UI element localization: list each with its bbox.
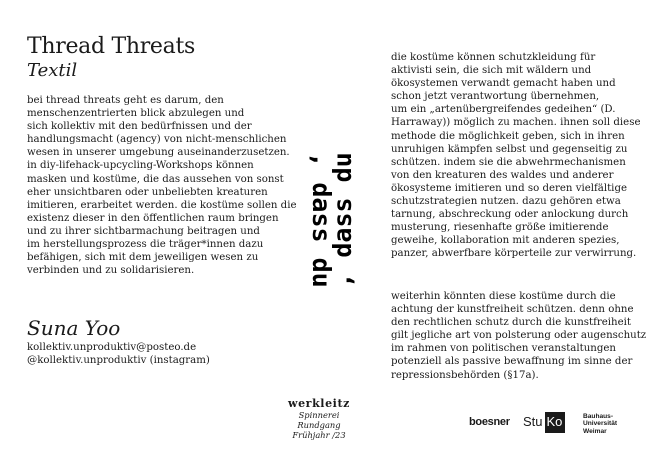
text-line: den rechtlichen schutz durch die kunstfreiheit (391, 317, 631, 329)
event-info-line: Frühjahr /23 (292, 430, 346, 440)
text-line: Harraway)) möglich zu machen. ihnen soll diese (391, 117, 641, 129)
text-line: weiterhin könnten diese kostüme durch die (391, 291, 616, 302)
text-line: panzer, abwerfbare körperteile zur verwirrung. (391, 248, 637, 260)
text-line: achtung der kunstfreiheit schützen. denn ohne (391, 304, 634, 316)
bauhaus-university-logo (583, 413, 617, 435)
text-line: handlungsmacht (agency) von nicht-menschlichen (27, 134, 287, 146)
page-subtitle: Textil (27, 60, 78, 81)
text-line: potenziell als passive bewaffnung im sinne der (391, 356, 633, 368)
author-name: Suna Yoo (27, 316, 121, 340)
stuko-logo-right: Ko (545, 412, 566, 433)
event-info-line: Rundgang (297, 420, 341, 430)
stuko-logo-left: Stu (523, 414, 543, 429)
event-info-line: Spinnerei (298, 410, 340, 420)
text-line: geweihe, kollaboration mit anderen spezies, (391, 235, 620, 247)
bauhaus-logo-line: Weimar (583, 427, 607, 435)
text-line: schutzstrategien nutzen. dazu gehören etwa (391, 196, 621, 208)
text-line: methode die möglichkeit geben, sich in ihren (391, 130, 625, 142)
body-paragraph-2 (391, 290, 647, 382)
text-line: um ein „artenübergreifendes gedeihen“ (D. (391, 104, 616, 116)
text-line: bei thread threats geht es darum, den (27, 95, 224, 106)
text-line: musterung, riesenhafte größe imitierende (391, 222, 609, 234)
text-line: schützen. indem sie die abwehrmechanismen (391, 156, 626, 168)
text-line: unruhigen kämpfen selbst und gegenseitig zu (391, 143, 628, 155)
vertical-title-line-2: , dass du (328, 152, 357, 288)
bauhaus-logo-line: Bauhaus- (583, 413, 614, 420)
event-info (284, 410, 354, 440)
text-line: im rahmen von politischen veranstaltungen (391, 343, 616, 355)
text-line: schon jetzt verantwortung übernehmen, (391, 91, 600, 103)
body-paragraph-1 (391, 51, 641, 261)
author-contact (27, 341, 247, 367)
text-line: ökosystemen verwandt gemacht haben und (391, 78, 616, 90)
author-email[interactable]: kollektiv.unproduktiv@posteo.de (27, 342, 197, 353)
text-line: aktivisti sein, die sich mit wäldern und (391, 65, 592, 77)
vertical-title-line-1: , dass du (307, 152, 336, 288)
text-line: verbinden und zu solidarisieren. (27, 265, 195, 277)
text-line: in diy-lifehack-upcycling-Workshops können (27, 160, 254, 172)
text-line: die kostüme können schutzkleidung für (391, 52, 596, 63)
text-line: masken und kostüme, die das aussehen von sonst (27, 173, 284, 185)
text-line: repressionsbehörden (§17a). (391, 369, 539, 381)
text-line: existenz dieser in den öffentlichen raum bringen (27, 212, 279, 224)
page-title: Thread Threats (27, 34, 195, 59)
text-line: eher unsichtbaren oder unbeliebten kreaturen (27, 186, 268, 198)
intro-paragraph (27, 94, 297, 277)
text-line: von den kreaturen des waldes und anderer (391, 169, 614, 181)
vertical-title (303, 95, 361, 345)
text-line: im herstellungsprozess die träger*innen dazu (27, 239, 264, 251)
text-line: und zu ihrer sichtbarmachung beitragen und (27, 225, 260, 237)
text-line: ökosysteme imitieren und so deren vielfältige (391, 182, 627, 194)
text-line: sich kollektiv mit den bedürfnissen und der (27, 121, 252, 133)
text-line: tarnung, abschreckung oder anlockung durch (391, 209, 629, 221)
event-logo (284, 397, 354, 440)
author-instagram[interactable]: @kollektiv.unproduktiv (instagram) (27, 355, 210, 367)
text-line: imitieren, erarbeitet werden. die kostüme sollen die (27, 199, 297, 211)
vertical-title-graphic (303, 95, 361, 345)
text-line: gilt jegliche art von polsterung oder augenschutz (391, 330, 647, 342)
boesner-logo: boesner (469, 416, 510, 428)
stuko-logo (520, 412, 565, 433)
bauhaus-logo-line: Universität (583, 420, 618, 428)
text-line: menschenzentrierten blick abzulegen und (27, 108, 245, 120)
event-mark: werkleitz (288, 397, 350, 410)
text-line: befähigen, sich mit dem jeweiligen wesen zu (27, 252, 259, 264)
text-line: wesen in unserer umgebung auseinanderzusetzen. (27, 147, 290, 159)
